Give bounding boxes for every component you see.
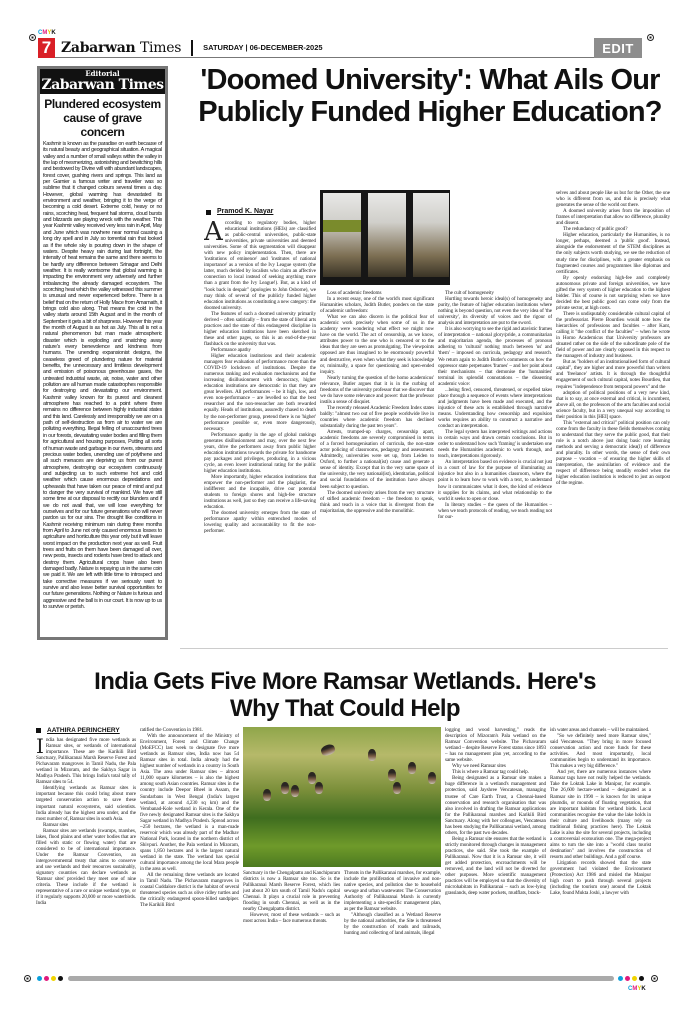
article-column: selves and about people like us but for the Other, the one who is different from us, and this is precisely what generates the sense of the world out there. A doomed university arises from the imposition of frames of interpretation that allow no difference, plurality and dissent. The redundancy of public good? Higher education, particularly the Humanities, is no longer, perhaps, deemed a 'public good'. Instead, alongside the endorsement of the STEM disciplines as the only subjects worth studying, we see the reduction of study time for disciplines, with a greater emphasis on fragmented courses and programmes like diplomas and certificates. By openly endorsing high-fee and completely autonomous private and foreign universities, we have gifted the very system of higher education to the highest bidder. This of course is not surprising when we have decided the best public good can come only from the private sector, at high costs. There is undisputably considerable cultural capital of the professoriat. Pierre Bourdieu would note how the hierarchies of professions and faculties – after Kant, calling it "the conflict of the faculties" – when he wrote in Homo Academicus that University professors are situated rather on the side of the subordinate pole of the field of power and are clearly opposed in this respect to the managers of industry and business. But as "holders of an institutionalised form of cultural capital", they are higher and more powerful than writers and 'freelance' artists. It is through the thoughtful engagement of such cultural capital, notes Bourdieu, that requires "independence from temporal powers" and the adoption of political positions of a very new kind, that is to say, at once external and critical, is incumbent, above all, on the professors of the arts faculties and social science faculty, but in a very unequal way according to their position in this [HEI] space. This "external and critical" political position can only come from the faculty in these fields themselves coming to understand that they serve the public good, that their role is a notch above just doing basic rote learning methods and serving a democratic idea(l) of difference and plurality. In other words, the sense of their own purpose – vocation – of ensuring the higher skills of interpretation, the assimilation of evidence and the respect of difference being steadily eroded when the higher education institution is reduced to just an outpost of the regime. <box>556 190 670 487</box>
subheading: Loss of academic freedoms <box>327 290 382 296</box>
photo-bird <box>308 772 316 784</box>
cyan-dot <box>37 976 42 981</box>
subheading: Performance apathy <box>211 346 251 353</box>
article-column: ratified the Convention in 1981. With the announcement of the Ministry of Environment, Forest and Climate Change (MoEFCC) last week to designate five more wetlands as Ramsar sites, India now has 54 Ramsar sites in total. India already had the highest number of wetlands in a country in South Asia. The area under Ramsar sites – almost 11,000 square kilometres – is also the highest among south Asian countries. Ramsar sites in the country include Deepor Bheel in Assam, the Sundarbans in West Bengal (India's largest wetland, at around 4,230 sq km) and the Vembanad-Kole wetland in Kerala. One of the five newly designated Ramsar sites is the Sakhya Sagar wetland in Madhya Pradesh. Spread across ~250 hectares, the wetland is a man-made reservoir which was already part of the Madhav National Park, located in the northern district of Shivpuri. Another, the Pala wetland in Mizoram, spans 1,850 hectares and is the largest natural wetland in the state. The wetland has special cultural importance among the local Mara people in the area as well. All the remaining three wetlands are located in Tamil Nadu. The Pichavaram mangroves in coastal Cuddalore district is the habitat of several threatened species such as olive ridley turtles and the critically endangered spoon-billed sandpiper. The Karikili Bird <box>140 727 239 909</box>
editorial-header <box>40 69 165 94</box>
dateline: SATURDAY | 06-DECEMBER-2025 <box>203 43 323 52</box>
article-column: logging and wood harvesting," reads the description of Mizoram's Pala wetland on the Ramsar Convention website. The Pichavaram wetland – despite Reserve Forest status since 1893 – has no management plan yet, according to the same website. Why we need Ramsar sites This is where a Ramsar tag could help. Being designated as a Ramsar site makes a huge difference in a wetland's management and protection, said Jayshree Vencatesan, managing trustee of Care Earth Trust, a Chennai-based conservation and research organisation that was also involved in drafting the Ramsar applications for the Pallikaranai marshes and Karikili Bird Sanctuary. Along with her colleagues, Vencatesan has been studying the Pallikaranai wetland, among others, for the past two decades. Being a Ramsar site ensures that the wetland is strictly monitored through changes in management practices, she said. She took the example of Pallikaranai. Now that it is a Ramsar site, it will get added protection, encroachments will be removed, and the land will not be diverted for other purposes. More scientific management practices will be employed so that the diversity of microhabitats in Pallikaranai – such as low-lying grasslands, deep water pockets, mudflats, brack- <box>445 727 546 897</box>
magenta-dot <box>625 976 630 981</box>
article-column: Sanctuary in the Chengalpattu and Kanchipuram districts is now a Ramsar site too. So is the Pallikaranai Marsh Reserve Forest, which lies just about 20 km south of Tamil Nadu's capital Chennai. It plays a crucial role in preventing flooding in south Chennai, as well as in the nearby Chengalpattu district. However, most of these wetlands – such as most across India – face numerous threats. <box>243 870 340 925</box>
article-byline: Pramod K. Nayar <box>206 208 273 216</box>
article-column: India has designated five more wetlands as Ramsar sites, or wetlands of international importance. These are the Karikili Bird Sanctuary, Pallikaranai Marsh Reserve Forest and Pichavaram mangroves in Tamil Nadu, the Pala wetland in Mizoram, and the Sakhya Sagar in Madhya Pradesh. This brings India's total tally of Ramsar sites to 54. Identifying wetlands as Ramsar sites is important because this could bring about more targeted conservation action to save these important natural ecosystems, said scientists. India already has the highest area under, and the most number of, Ramsar sites in south Asia. Ramsar sites Ramsar sites are wetlands (swamps, marshes, lakes, flood plains and other water bodies that are filled with static or flowing water) that are considered to be of international importance. Under the Ramsar Convention, an intergovernmental treaty that aims to conserve and use wetlands and their resources sustainably, signatory countries can declare wetlands as 'Ramsar sites' provided they meet one of nine criteria. These include if the wetland is representative of a rare or unique wetland type, or if it regularly supports 20,000 or more waterbirds. India <box>36 737 136 907</box>
drop-cap: I <box>36 737 44 758</box>
yellow-dot <box>632 976 637 981</box>
wetland-birds-photo <box>243 727 441 867</box>
cyan-dot <box>618 976 623 981</box>
divider <box>191 40 193 56</box>
registration-mark-icon <box>647 34 654 41</box>
editorial-body: Kashmir is known as the paradise on earth because of its natural beauty and geographical situation. A magical valley and a number of small valleys within the valley in the lap of mesmerizing, astonishing and bewitching hills and bestowed by Divine will with abundant landscapes, forest cover, gushing rivers and springs. This land as per Garnier a famous writer and traveller was so sublime that it changed colours several times a day. However, global warming has devastated its environment and weather, bringing it to the verge of becoming a cold desert. Extreme cold, heavy or no rains, scorching heat, frequent hail storms, cloud bursts and blizzards are playing wreck with the weather. This year Kashmir valley received very less rain in April, May and June which was nowhere near normal causing a long dry spell and in July so torrential rain that looked as if the whole sky is pouring down in the shape of waters. Despite heavy rain during last fortnight, the intensity of heat remains the same and there seems to be hardly any difference between Srinagar and Delhi weather. It is really worrisome that global warming is impacting the environment very adversely and further imbalancing the already damaged ecosystem. The scorching heat which the valley witnessed this summer is unusual and never experienced before. There is a belief that on the return of Holly Mace from Amarnath, it brings cold also along. That means the cold in the valley starts around 15th August and in the month of September it gets a bit of sharpness. However this year the month of August is as hot as July. This all is not a natural phenomenon but man made atmospheric disaster which is exploding and snatching away nature's every benevolence and kindness from humans. The unending expansionist designs, the ceaseless greed of plundering nature for material benefits, the unnecessary and limitless development and emission of poisonous greenhouse gases, the untreated industrial waste, air, noise, water and other pollution are all human made catastrophes responsible for destroying and devastating our environment. Kashmir valley known for its purest and cleanest atmosphere has reached to a point where there remains no difference between highly industrial states and this land. Carelessly and irresponsibly we are on a path of self-destruction as from air to water we are polluting everything. Illegal felling of unaccounted trees in our forests, devastating water bodies and filling them for agricultural and housing purposes, Putting all sorts of human waste and garbage in our rivers, streams and precious water bodies, unending use of polythene and all such menaces are depriving us from our purest atmosphere, destroying our ecosystem continuously and subjecting us to such extreme hot and cold weather which cause enormous depredations and upheavals that have taken our peace of mind and put to danger the very survival of mankind. We have still some time at our disposal to rectify our blunders and if we do not avail that, we will lose everything for ourselves and for our future generations who will never pardon us for our sins. The drought like conditions in Kashmir receiving minimum rain during three months from April to June not only caused enormous losses to agriculture and horticulture this year only but it will leave worst impact on the production next year as well. Fruit trees and fruits on them have been damaged all over, new pests, insects and rodents have bred to attack and destroy them. Agricultural crops have also been damaged badly. Nature is repaying us in the same coin we paid it. We are left with little time to introspect and take corrective measures if we seriously want to survive and also leave better survival opportunities for our future generations. Nothing or Nature is furious and aggressive and the ball is in our court. It is now up to us to survive or perish. <box>43 141 162 611</box>
subheading: The cult of homogeneity <box>445 290 494 296</box>
photo-bird <box>291 785 299 797</box>
masthead <box>38 38 594 58</box>
photo-bird <box>368 749 376 761</box>
divider <box>180 648 668 649</box>
registration-mark-icon <box>29 34 36 41</box>
photo-bird <box>408 762 416 774</box>
drop-cap: A <box>204 220 223 247</box>
editorial-brand: Zabarwan Times <box>41 77 164 93</box>
article-column: The cult of homogeneity Hurtling towards heroic ideal(s) of homogeneity and purity, the feature of higher education institutions where nothing is beyond question, not even the very idea of 'the university', its diversity of voices and the rigour of analysis and interpretation are put to the sword. It is also worrying to see the rigid and atavistic frames of interpretation – national glory/pride, a communitarian and majoritarian agenda, the processes of pronoun adhering to 'cultural' nothing much between 'us' and 'them' – imposed on curricula, pedagogy and research. We return again to Judith Butler's comments on how the oppressor state perpetuates 'frames' – and her point about their mechanisms – that demonise the 'humanities' terminal its splendid connotations – the dissenting academic voice: ...being fired, censored, threatened, or expelled takes place through a sequence of events where interpretations and judgments have been made and executed, and the injustice of these acts is established through narrative means. Understanding how censorship and expulsion works requires an ability to construct a narrative and conduct an interpretation. The legal system has interpreted writings and actions in certain ways and drawn certain conclusions. But in order to understand how such 'framing' is undertaken one needs the Humanities academic to work through, and teach, interpretations rigorously. An interpretation based on evidence is crucial not just in a court of law for the purpose of illuminating an injustice but also in a humanities classroom, where the point is to learn how to work with a text, to understand how it communicates what it does, the kind of evidence it supplies for its claims, and what relationship to the world it seeks to open or close. In literary studies – the queen of the Humanities – when we teach protocols of reading, we teach reading not for our- <box>438 290 552 520</box>
photo-window <box>323 193 361 277</box>
bullet-icon <box>206 210 211 215</box>
black-dot <box>58 976 63 981</box>
black-dot <box>639 976 644 981</box>
subheading: The redundancy of public good? <box>563 226 628 233</box>
photo-window <box>368 193 406 277</box>
article-column: ish water areas and channels – will be maintained. "So we definitely need more Ramsar sites," said Vencatesan. "They bring in more focused conservation action and more funds for these activities. And most importantly, local communities begin to understand its importance. This makes a very big difference." And yet, there are numerous instances where Ramsar tags have not really helped the wetlands. Take the Loktak Lake in Manipur, for example. The 26,600 hectare-wetland – designated as a Ramsar site in 1990 – is known for its unique phumdis, or mounds of floating vegetation, that are important habitats for wetland birds. Local communities recognise the value the lake holds in their culture and livelihoods (many rely on traditional fishing practices here). The Loktak Lake is also the site for several projects, including a controversial ecotourism one. The mega-project aims to turn the site into a "world class tourist destination" and involves the construction of resorts and other buildings. And a golf course. Litigation records showed that the state government had violated the Environment (Protection) Act 1986 and misled the Manipur high court to push through several projects (including the tourism one) around the Loktak Lake, found Mukta Joshi, a lawyer with <box>550 727 651 897</box>
editorial-title: Plundered ecosystem cause of grave concern <box>44 97 161 139</box>
photo-bird <box>281 782 289 794</box>
print-bar <box>68 976 614 981</box>
photo-bird <box>388 769 396 781</box>
magenta-dot <box>44 976 49 981</box>
photo-bird <box>428 772 436 784</box>
library-photo <box>320 190 450 285</box>
photo-wall <box>323 220 361 232</box>
cmyk-mark: CMYK <box>38 30 56 36</box>
photo-bird <box>320 743 337 757</box>
article-column: Threats in the Pallikaranai marshes, for example, include the proliferation of invasive and non-native species, and pollution due to household sewage and urban wastewater. The Conservation Authority of Pallikaranai Marsh is currently implementing a site-specific management plan, as per the Ramsar website. "Although classified as a Wetland Reserve by the national authorities, the Site is threatened by the construction of roads and railroads, hunting and collecting of land animals, illegal <box>344 870 441 937</box>
article-headline: 'Doomed University': What Ails Our Publicly Funded Higher Education? <box>198 64 662 128</box>
subheading: Ramsar sites <box>43 821 69 828</box>
registration-mark-icon <box>651 975 658 982</box>
editorial-box <box>37 66 168 640</box>
photo-bird <box>263 789 271 801</box>
photo-bird <box>315 782 323 794</box>
photo-window <box>413 193 449 277</box>
photo-bird <box>393 782 401 794</box>
page-number: 7 <box>38 38 55 58</box>
article-headline: India Gets Five More Ramsar Wetlands. Here's Why That Could Help <box>94 668 596 722</box>
article-column: According to regulatory bodies, higher educational institutions (HEIs) are classified as public-central universities, public-state universities, private universities and deemed universities. Some of this segmentation will disappear with new policy implementation. Then, there are 'institutions of eminence' and 'institutes of national importance' as a version of the Ivy League system (the latter, much derided by localists who claim an affective connection to local instead of seeking anything more than a grant from the Ivy League!). But, as a kind of "look back in despair" (apologies to John Osborne), we may think of several of the publicly funded higher education institutions as constituting a new category: the doomed university. The features of such a doomed university primarily derived – often satirically – from the state of liberal arts practices and the state of this endangered discipline in higher education institutions have been sketched in these and other pages, so this is an end-of-the-year flashback on the university that was. Performance apathy Higher education institutions and their academic managers fear evaluation of performance more than the COVID-19 lockdown of institutions. Despite the numerous ranking and evaluation mechanisms and the increasing disillusionment with democracy, higher education institutions are democratic in that they are great levellers. All performances – be it high, low, and even non-performance – are levelled so that the best researcher and the non-researcher are both rewarded equally. Heads of institutions, assuredly chased to death by the non-performer group, pretend there is no 'higher' performance possible or, even more dangerously, necessary. Performance apathy in the age of global rankings generates disillusionment and may, over the next few years, drive the performers away from public higher education institutions towards the private for handsome pay packages and privileges, producing, in a vicious cycle, an even lower institutional rating for the public higher education institutions. More importantly, higher education institutions that empower the non-performer and the plagiarist, the indifferent and the incapable, drive our potential students to foreign shores and high-fee structure institutions as well, just so they can receive a life-saving education. The doomed university emerges from the state of performance apathy within entrenched modes of lowering quality and accountability to fit the non-performer. <box>204 220 316 535</box>
editorial-label: Editorial <box>85 69 120 78</box>
bullet-icon <box>36 728 41 733</box>
article-column: Loss of academic freedoms In a recent essay, one of the world's most significant Humanities scholars, Judith Butler, ponders on the state of academic unfreedom: What we can also discern is the political fear of academic work precisely when some of us in the academy were wondering what effect we might now have on the world. The act of censorship, as we know, attributes power to the one who is censored or to the ideas that they are seen as promulgating. The viewpoints opposed are thus imagined to be enormously powerful and destructive, even when what they seek is knowledge or, minimally, a space for questioning and open-ended inquiry. Nearly turning the question of the homo academicus' relevance, Butler argues that it is in the curbing of freedoms of the university professor that we discover that we do have some relevance and power: that the professor instils a sense of disquiet. The recently released Academic Freedom Index states baldly: "almost two out of five people worldwide live in countries where academic freedom has declined substantially during the past ten years". Arrests, trumped-up charges, censorship apart, academic freedoms are severely compromised in terms of a forced homogenisation of curricula, the non-state actor policing of classrooms, pedagogy and assessment. Admittedly, universities were set up, from Leiden to Oxford, to further a national(ist) cause and generate a sense of identity. Except that in the very same space of the university, the very national(ist), identitarian, political and social foundations of the institution have always been subject to question. The doomed university arises from the very structure of stifled academic freedom – the freedom to speak, think and teach in a voice that is divergent from the majoritarian, the oppressive and the monolithic. <box>320 290 434 514</box>
registration-mark-icon <box>24 975 31 982</box>
newspaper-brand: Zabarwan Times <box>61 39 182 56</box>
cmyk-mark: CMYK <box>628 986 646 992</box>
yellow-dot <box>51 976 56 981</box>
article-byline: AATHIRA PERINCHERY <box>36 727 120 734</box>
subheading: Why we need Ramsar sites <box>452 763 506 770</box>
section-label: EDIT <box>594 38 642 58</box>
